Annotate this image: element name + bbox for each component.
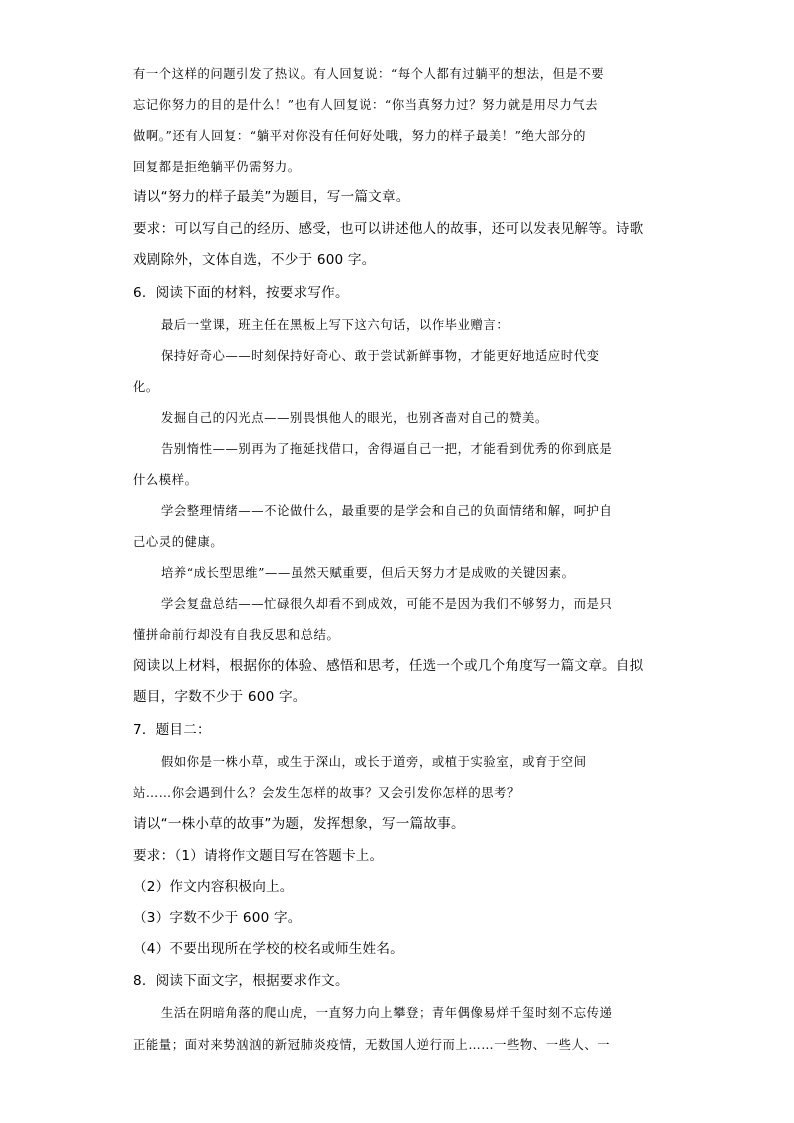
material-line-16: 假如你是一株小草，或生于深山，或长于道旁，或植于实验室，或育于空间 (161, 755, 587, 769)
question-7-heading: 7．题目二： (133, 722, 211, 738)
question-7-requirement-1: 要求：（1）请将作文题目写在答题卡上。 (133, 848, 384, 864)
material-line-12: 己心灵的健康。 (133, 535, 224, 549)
material-line-18: 生活在阴暗角落的爬山虎，一直努力向上攀登；青年偶像易烊千玺时刻不忘传递 (161, 1006, 613, 1020)
material-line-4: 回复都是拒绝躺平仍需努力。 (133, 160, 301, 174)
material-line-11: 学会整理情绪——不论做什么，最重要的是学会和自己的负面情绪和解，呵护自 (161, 504, 613, 518)
question-7-requirement-4: （4）不要出现所在学校的校名或师生姓名。 (133, 941, 404, 957)
question-6-instruction-2: 题目，字数不少于 600 字。 (133, 689, 307, 705)
material-line-1: 有一个这样的问题引发了热议。有人回复说：“每个人都有过躺平的想法，但是不要 (133, 67, 605, 81)
question-8-heading: 8．阅读下面文字，根据要求作文。 (133, 973, 349, 989)
material-line-14: 学会复盘总结——忙碌很久却看不到成效，可能不是因为我们不够努力，而是只 (161, 597, 613, 611)
material-line-19: 正能量；面对来势汹汹的新冠肺炎疫情，无数国人逆行而上……一些物、一些人、一 (133, 1038, 611, 1052)
material-line-2: 忘记你努力的目的是什么！”也有人回复说：“你当真努力过？努力就是用尽力气去 (133, 98, 599, 112)
material-line-6: 保持好奇心——时刻保持好奇心、敢于尝试新鲜事物，才能更好地适应时代变 (161, 349, 600, 363)
material-line-10: 什么模样。 (133, 473, 198, 487)
material-line-5: 最后一堂课，班主任在黑板上写下这六句话，以作毕业赠言： (161, 318, 510, 332)
question-7-requirement-2: （2）作文内容积极向上。 (133, 879, 294, 895)
question-7-instruction: 请以“一株小草的故事”为题，发挥想象，写一篇故事。 (133, 816, 465, 832)
requirement-line-1: 要求：可以写自己的经历、感受，也可以讲述他人的故事，还可以发表见解等。诗歌 (133, 221, 644, 237)
question-6-heading: 6．阅读下面的材料，按要求写作。 (133, 285, 349, 301)
material-line-3: 做啊。”还有人回复：“躺平对你没有任何好处哦，努力的样子最美！”绝大部分的 (133, 129, 587, 143)
material-line-9: 告别惰性——别再为了拖延找借口，舍得逼自己一把，才能看到优秀的你到底是 (161, 442, 613, 456)
material-line-17: 站……你会遇到什么？会发生怎样的故事？又会引发你怎样的思考？ (133, 786, 520, 800)
material-line-15: 懂拼命前行却没有自我反思和总结。 (133, 628, 340, 642)
question-6-instruction-1: 阅读以上材料，根据你的体验、感悟和思考，任选一个或几个角度写一篇文章。自拟 (133, 658, 644, 674)
material-line-7: 化。 (133, 380, 159, 394)
material-line-8: 发掘自己的闪光点——别畏惧他人的眼光，也别吝啬对自己的赞美。 (161, 411, 548, 425)
prompt-title-instruction: 请以“努力的样子最美”为题目，写一篇文章。 (133, 189, 410, 205)
material-line-13: 培养“成长型思维”——虽然天赋重要，但后天努力才是成败的关键因素。 (161, 566, 575, 580)
requirement-line-2: 戏剧除外，文体自选，不少于 600 字。 (133, 252, 376, 268)
question-7-requirement-3: （3）字数不少于 600 字。 (133, 910, 302, 926)
